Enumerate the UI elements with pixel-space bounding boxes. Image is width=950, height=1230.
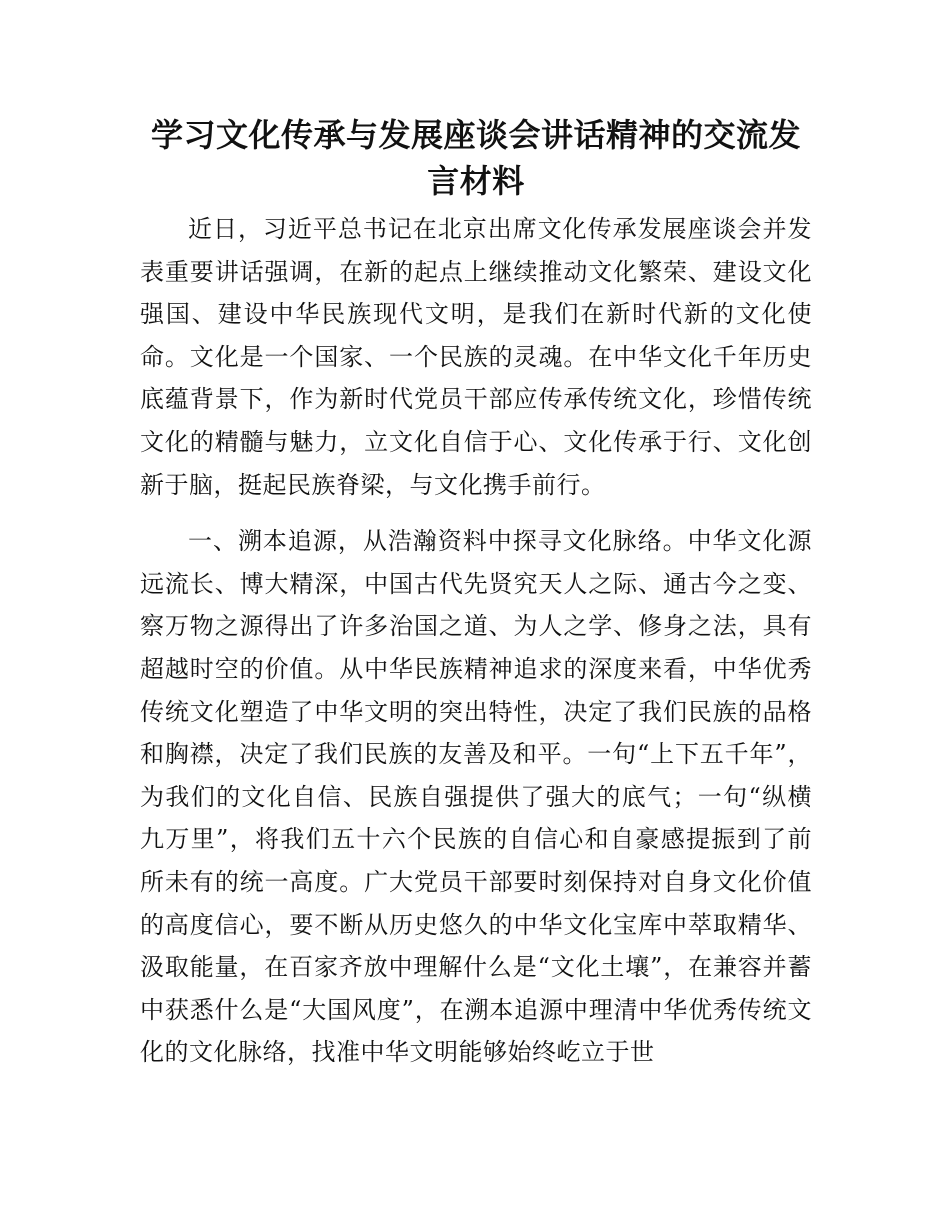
document-title: 学习文化传承与发展座谈会讲话精神的交流发言材料 <box>150 116 801 200</box>
paragraph-section-one: 一、溯本追源，从浩瀚资料中探寻文化脉络。中华文化源远流长、博大精深，中国古代先贤究天人之际、通古今之变、察万物之源得出了许多治国之道、为人之学、修身之法，具有超越时空的价值。从中华民族精神追求的深度来看，中华优秀传统文化塑造了中华文明的突出特性，决定了我们民族的品格和胸襟，决定了我们民族的友善及和平。一句“上下五千年”，为我们的文化自信、民族自强提供了强大的底气；一句“纵横九万里”，将我们五十六个民族的自信心和自豪感提振到了前所未有的统一高度。广大党员干部要时刻保持对自身文化价值的高度信心，要不断从历史悠久的中华文化宝库中萃取精华、汲取能量，在百家齐放中理解什么是“文化土壤”，在兼容并蓄中获悉什么是“大国风度”，在溯本追源中理清中华优秀传统文化的文化脉络，找准中华文明能够始终屹立于世 <box>140 527 812 1067</box>
paragraph-intro: 近日，习近平总书记在北京出席文化传承发展座谈会并发表重要讲话强调，在新的起点上继续推动文化繁荣、建设文化强国、建设中华民族现代文明，是我们在新时代新的文化使命。文化是一个国家、一个民族的灵魂。在中华文化千年历史底蕴背景下，作为新时代党员干部应传承传统文化，珍惜传统文化的精髓与魅力，立文化自信于心、文化传承于行、文化创新于脑，挺起民族脊梁，与文化携手前行。 <box>140 215 812 499</box>
document-page <box>140 112 812 1074</box>
